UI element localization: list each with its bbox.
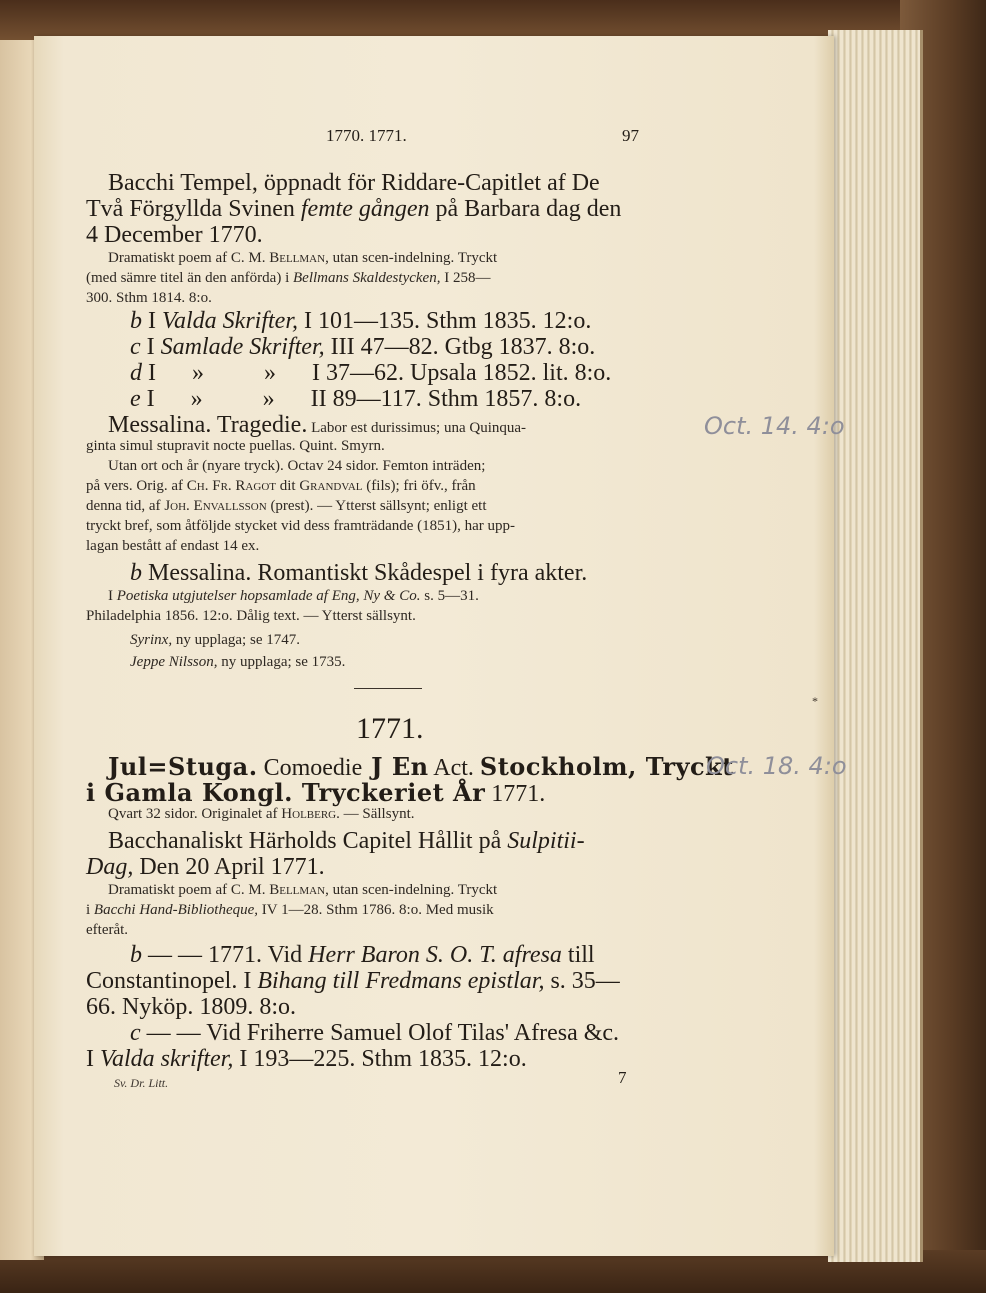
text-span: Ch. Fr. Ragot (186, 478, 276, 494)
text-span: 1771. (485, 781, 546, 807)
text-span: — — 1771. Vid (142, 942, 309, 968)
text-span: I » » II 89—117. Sthm 1857. 8:o. (140, 386, 582, 412)
text-span: ny upplaga; se 1735. (217, 654, 346, 670)
entry-title-line: 4 December 1770. (86, 222, 263, 248)
text-span: Den 20 April 1771. (133, 854, 325, 880)
text-span: Två Förgyllda Svinen (86, 196, 301, 222)
edition-line (130, 308, 591, 335)
text-span: på Barbara dag den (429, 196, 622, 222)
text-span: IV 1—28. Sthm 1786. 8:o. Med musik (258, 902, 494, 918)
page-edge-stack (828, 30, 923, 1262)
text-span: Syrinx, (130, 632, 173, 648)
text-span: Jeppe Nilsson, (130, 654, 218, 670)
cross-reference (130, 632, 300, 649)
text-span: Act. (428, 755, 480, 781)
text-span: I 193—225. Sthm 1835. 12:o. (233, 1046, 527, 1072)
edition-line (130, 1020, 619, 1047)
entry-title-line (86, 196, 621, 223)
text-span: Bacchi Hand-Bibliotheque, (93, 902, 259, 918)
entry-title-line (86, 778, 545, 808)
text-span: s. 5—31. (420, 588, 479, 604)
text-span: Sulpitii- (507, 828, 585, 854)
text-span: Messalina. Tragedie. (108, 412, 308, 438)
entry-note-line: Philadelphia 1856. 12:o. Dålig text. — Ytterst sällsynt. (86, 608, 416, 624)
edition-line (130, 334, 595, 361)
text-span: Valda Skrifter, (162, 308, 298, 334)
entry-title-line: Bacchi Tempel, öppnadt för Riddare-Capitlet af De (108, 170, 600, 196)
text-span: (prest). — Ytterst sällsynt; enligt ett (266, 498, 487, 514)
entry-note-line (108, 806, 414, 823)
text-span: Bellmans Skaldestycken, (293, 270, 441, 286)
cross-reference (130, 654, 345, 671)
text-span: till (561, 942, 595, 968)
text-span: I (108, 588, 117, 604)
text-span: Herr Baron S. O. T. afresa (308, 942, 562, 968)
book-page (34, 36, 834, 1256)
text-span: Joh. Envallsson (164, 498, 267, 514)
text-span: Bellman (269, 882, 326, 898)
entry-note-line: lagan bestått af endast 14 ex. (86, 538, 260, 554)
text-span: dit (275, 478, 300, 494)
edition-line: 66. Nyköp. 1809. 8:o. (86, 994, 296, 1020)
text-span: Jul=Stuga. (108, 752, 258, 781)
edition-line (130, 560, 587, 587)
text-span: i (86, 902, 94, 918)
edition-line (86, 1046, 527, 1073)
text-span: J En (362, 752, 429, 781)
text-span: , utan scen-indelning. Tryckt (325, 250, 498, 266)
text-span: Grandval (299, 478, 363, 494)
text-span: b (130, 560, 142, 586)
text-span: (fils); fri öfv., från (362, 478, 476, 494)
edition-line (86, 968, 620, 995)
entry-note-line (86, 902, 494, 919)
page-number: 97 (622, 126, 639, 145)
text-span: Poetiska utgjutelser hopsamlade af Eng, Ny & Co. (116, 588, 421, 604)
text-span: I » » I 37—62. Upsala 1852. lit. 8:o. (142, 360, 612, 386)
pencil-marginal-note: Oct. 18. 4:o (706, 752, 847, 780)
entry-note-line (86, 270, 490, 287)
text-span: Labor est durissimus; una Quinqua- (307, 420, 527, 436)
entry-note-line (108, 882, 497, 899)
entry-title-line (108, 412, 526, 439)
text-span: c (130, 1020, 141, 1046)
text-span: — — Vid Friherre Samuel Olof Tilas' Afresa &c. (140, 1020, 620, 1046)
text-span: Bellman (269, 250, 326, 266)
entry-title-line (86, 854, 325, 881)
text-span: b (130, 308, 142, 334)
text-span: Dramatiskt poem af C. M. (108, 882, 270, 898)
pencil-marginal-note: Oct. 14. 4:o (704, 412, 845, 440)
year-heading: 1771. (356, 712, 424, 745)
text-span: Bihang till Fredmans epistlar, (257, 968, 545, 994)
text-span: c (130, 334, 141, 360)
text-span: I (140, 334, 161, 360)
entry-note-line: Utan ort och år (nyare tryck). Octav 24 sidor. Femton inträden; (108, 458, 486, 474)
edition-line (130, 386, 581, 413)
text-span: Dramatiskt poem af C. M. (108, 250, 270, 266)
text-span: ny upplaga; se 1747. (172, 632, 300, 648)
entry-note-line: 300. Sthm 1814. 8:o. (86, 290, 212, 306)
text-span: , utan scen-indelning. Tryckt (325, 882, 498, 898)
sheet-number: 7 (618, 1068, 627, 1087)
text-span: I 258— (440, 270, 491, 286)
section-divider (354, 688, 422, 689)
text-span: Valda skrifter, (100, 1046, 234, 1072)
text-span: Dag, (86, 854, 134, 880)
text-span: Samlade Skrifter, (160, 334, 325, 360)
text-span: b (130, 942, 142, 968)
text-span: Holberg (281, 806, 337, 822)
text-span: I (142, 308, 162, 334)
entry-title-line (108, 828, 585, 855)
running-header-years: 1770. 1771. (326, 126, 407, 145)
text-span: d (130, 360, 142, 386)
entry-note-line: efteråt. (86, 922, 129, 938)
text-span: I 101—135. Sthm 1835. 12:o. (298, 308, 592, 334)
asterisk-mark: * (812, 694, 818, 708)
text-span: denna tid, af (86, 498, 165, 514)
entry-note-line (108, 588, 479, 605)
signature-mark: Sv. Dr. Litt. (114, 1076, 169, 1090)
text-span: femte gången (300, 196, 430, 222)
edition-line (130, 360, 611, 387)
text-span: III 47—82. Gtbg 1837. 8:o. (324, 334, 596, 360)
text-span: Comoedie (257, 755, 363, 781)
text-span: Constantinopel. I (86, 968, 258, 994)
text-span: Messalina. Romantiskt Skådespel i fyra akter. (142, 560, 588, 586)
entry-note-line (86, 498, 487, 515)
text-span: Qvart 32 sidor. Originalet af (108, 806, 282, 822)
edition-line (130, 942, 595, 969)
text-span: på vers. Orig. af (86, 478, 187, 494)
text-span: Bacchanaliskt Härholds Capitel Hållit på (108, 828, 508, 854)
text-span: . — Sällsynt. (336, 806, 415, 822)
text-span: i Gamla Kongl. Tryckeriet År (86, 778, 486, 807)
text-span: (med sämre titel än den anförda) i (86, 270, 293, 286)
entry-note-line: ginta simul stupravit nocte puellas. Quint. Smyrn. (86, 438, 385, 454)
entry-note-line (86, 478, 476, 495)
text-span: e (130, 386, 141, 412)
text-span: Stockholm, Tryckt (479, 752, 734, 781)
entry-note-line (108, 250, 497, 267)
text-span: s. 35— (544, 968, 620, 994)
text-span: I (86, 1046, 100, 1072)
entry-note-line: tryckt bref, som åtföljde stycket vid dess framträdande (1851), har upp- (86, 518, 516, 534)
